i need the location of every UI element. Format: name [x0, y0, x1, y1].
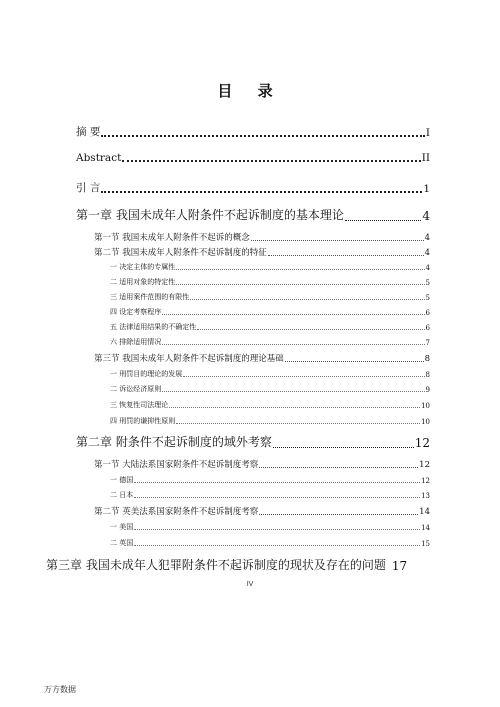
toc-entry-item[interactable]	[110, 277, 430, 287]
leader-dots	[183, 375, 424, 377]
toc-entry-item[interactable]	[110, 522, 430, 532]
toc-label: 六 排除适用情况	[110, 338, 162, 346]
page-title: 目 录	[217, 82, 283, 100]
leader-dots	[190, 298, 424, 300]
leader-dots	[169, 406, 420, 408]
toc-page: 12	[414, 436, 430, 450]
leader-dots	[134, 496, 420, 498]
toc-page: 17	[391, 559, 408, 573]
toc-label: 一 刑罚目的理论的发展	[110, 370, 183, 378]
leader-dots	[268, 254, 424, 256]
leader-dots	[251, 239, 424, 241]
toc-entry-item[interactable]	[110, 262, 430, 272]
leader-dots	[134, 481, 420, 483]
toc-page: 5	[425, 279, 430, 287]
toc-label: 摘 要	[76, 126, 101, 138]
page-number: IV	[246, 581, 254, 588]
toc-page: 8	[424, 354, 430, 364]
toc-label: 二 英国	[110, 539, 134, 547]
leader-dots	[162, 390, 424, 392]
toc-entry-abstract-cn[interactable]	[76, 124, 430, 139]
toc-label: 第一章 我国未成年人附条件不起诉制度的基本理论	[76, 208, 344, 222]
toc-page: 5	[425, 294, 430, 302]
toc-label: 引 言	[76, 182, 101, 194]
toc-entry-item[interactable]	[110, 322, 430, 332]
leader-dots	[259, 466, 418, 468]
toc-entry-item[interactable]	[110, 538, 430, 548]
toc-page: 14	[421, 524, 430, 532]
toc-page: 14	[419, 507, 430, 517]
toc-label: 第二节 我国未成年人附条件不起诉制度的特征	[94, 248, 267, 258]
leader-dots	[345, 219, 422, 221]
toc-entry-item[interactable]	[110, 416, 430, 426]
toc-label: 第二章 附条件不起诉制度的域外考察	[76, 435, 272, 449]
toc-entry-section-2-2[interactable]	[94, 505, 430, 517]
toc-entry-item[interactable]	[110, 384, 430, 394]
leader-dots	[176, 422, 420, 424]
toc-entry-chapter-1[interactable]	[76, 206, 430, 223]
toc-label: 第二节 英美法系国家附条件不起诉制度考察	[94, 507, 259, 517]
leader-dots	[197, 328, 424, 330]
toc-entry-item[interactable]	[110, 337, 430, 347]
toc-entry-item[interactable]	[110, 475, 430, 485]
leader-dots	[176, 268, 424, 270]
toc-label: 第三章 我国未成年人犯罪附条件不起诉制度的现状及存在的问题	[46, 558, 386, 572]
toc-label: 第三节 我国未成年人附条件不起诉制度的理论基础	[94, 354, 284, 364]
toc-page: 6	[425, 309, 430, 317]
toc-label: 五 法律适用结果的不确定性	[110, 323, 197, 331]
toc-page: 13	[421, 492, 430, 500]
toc-entry-section-1-1[interactable]	[94, 231, 430, 243]
toc-entry-item[interactable]	[110, 369, 430, 379]
leader-dots	[162, 343, 424, 345]
toc-entry-chapter-2[interactable]	[76, 433, 430, 450]
toc-page: 15	[421, 540, 430, 548]
toc-entry-introduction[interactable]	[76, 180, 430, 195]
toc-page: 10	[421, 402, 430, 410]
toc-entry-section-1-3[interactable]	[94, 352, 430, 364]
toc-entry-section-2-1[interactable]	[94, 458, 430, 470]
toc-page: 12	[421, 477, 430, 485]
toc-page: I	[425, 127, 430, 139]
toc-label: 第一节 大陆法系国家附条件不起诉制度考察	[94, 460, 259, 470]
leader-dots	[162, 313, 424, 315]
leader-dots	[273, 446, 414, 448]
toc-label: 三 恢复性司法理论	[110, 401, 169, 409]
leader-dots	[285, 360, 424, 362]
toc-page: 8	[425, 371, 430, 379]
leader-dots	[134, 544, 420, 546]
watermark: 万方数据	[44, 685, 76, 694]
toc-page: 1	[423, 183, 430, 195]
toc-page: 4	[425, 264, 430, 272]
toc-page: 9	[425, 386, 430, 394]
toc-page: 7	[425, 339, 430, 347]
leader-dots	[122, 159, 420, 162]
toc-page: II	[421, 152, 430, 164]
toc-entry-item[interactable]	[110, 292, 430, 302]
toc-label: 四 刑罚的谦抑性原则	[110, 417, 176, 425]
toc-label: 一 德国	[110, 476, 134, 484]
toc-entry-chapter-3[interactable]	[46, 556, 434, 573]
toc-label: 三 适用案件范围的有限性	[110, 293, 190, 301]
toc-entry-item[interactable]	[110, 400, 430, 410]
toc-page: 4	[424, 233, 430, 243]
toc-label: Abstract	[76, 152, 122, 164]
leader-dots	[101, 190, 422, 193]
leader-dots	[176, 283, 424, 285]
toc-page: 4	[422, 209, 430, 223]
toc-page: 10	[421, 418, 430, 426]
toc-label: 二 日本	[110, 491, 134, 499]
leader-dots	[134, 528, 420, 530]
toc-entry-item[interactable]	[110, 490, 430, 500]
leader-dots	[259, 513, 418, 515]
toc-label: 一 美国	[110, 523, 134, 531]
toc-label: 四 设定考察程序	[110, 308, 162, 316]
toc-entry-section-1-2[interactable]	[94, 246, 430, 258]
toc-label: 第一节 我国未成年人附条件不起诉的概念	[94, 233, 250, 243]
toc-entry-item[interactable]	[110, 307, 430, 317]
toc-page: 4	[424, 248, 430, 258]
leader-dots	[101, 134, 425, 137]
toc-entry-abstract-en[interactable]	[76, 152, 430, 164]
toc-label: 一 决定主体的专属性	[110, 263, 176, 271]
toc-page: 12	[419, 460, 430, 470]
toc-label: 二 诉讼经济原则	[110, 385, 162, 393]
toc-page: 6	[425, 324, 430, 332]
toc-label: 二 适用对象的特定性	[110, 278, 176, 286]
